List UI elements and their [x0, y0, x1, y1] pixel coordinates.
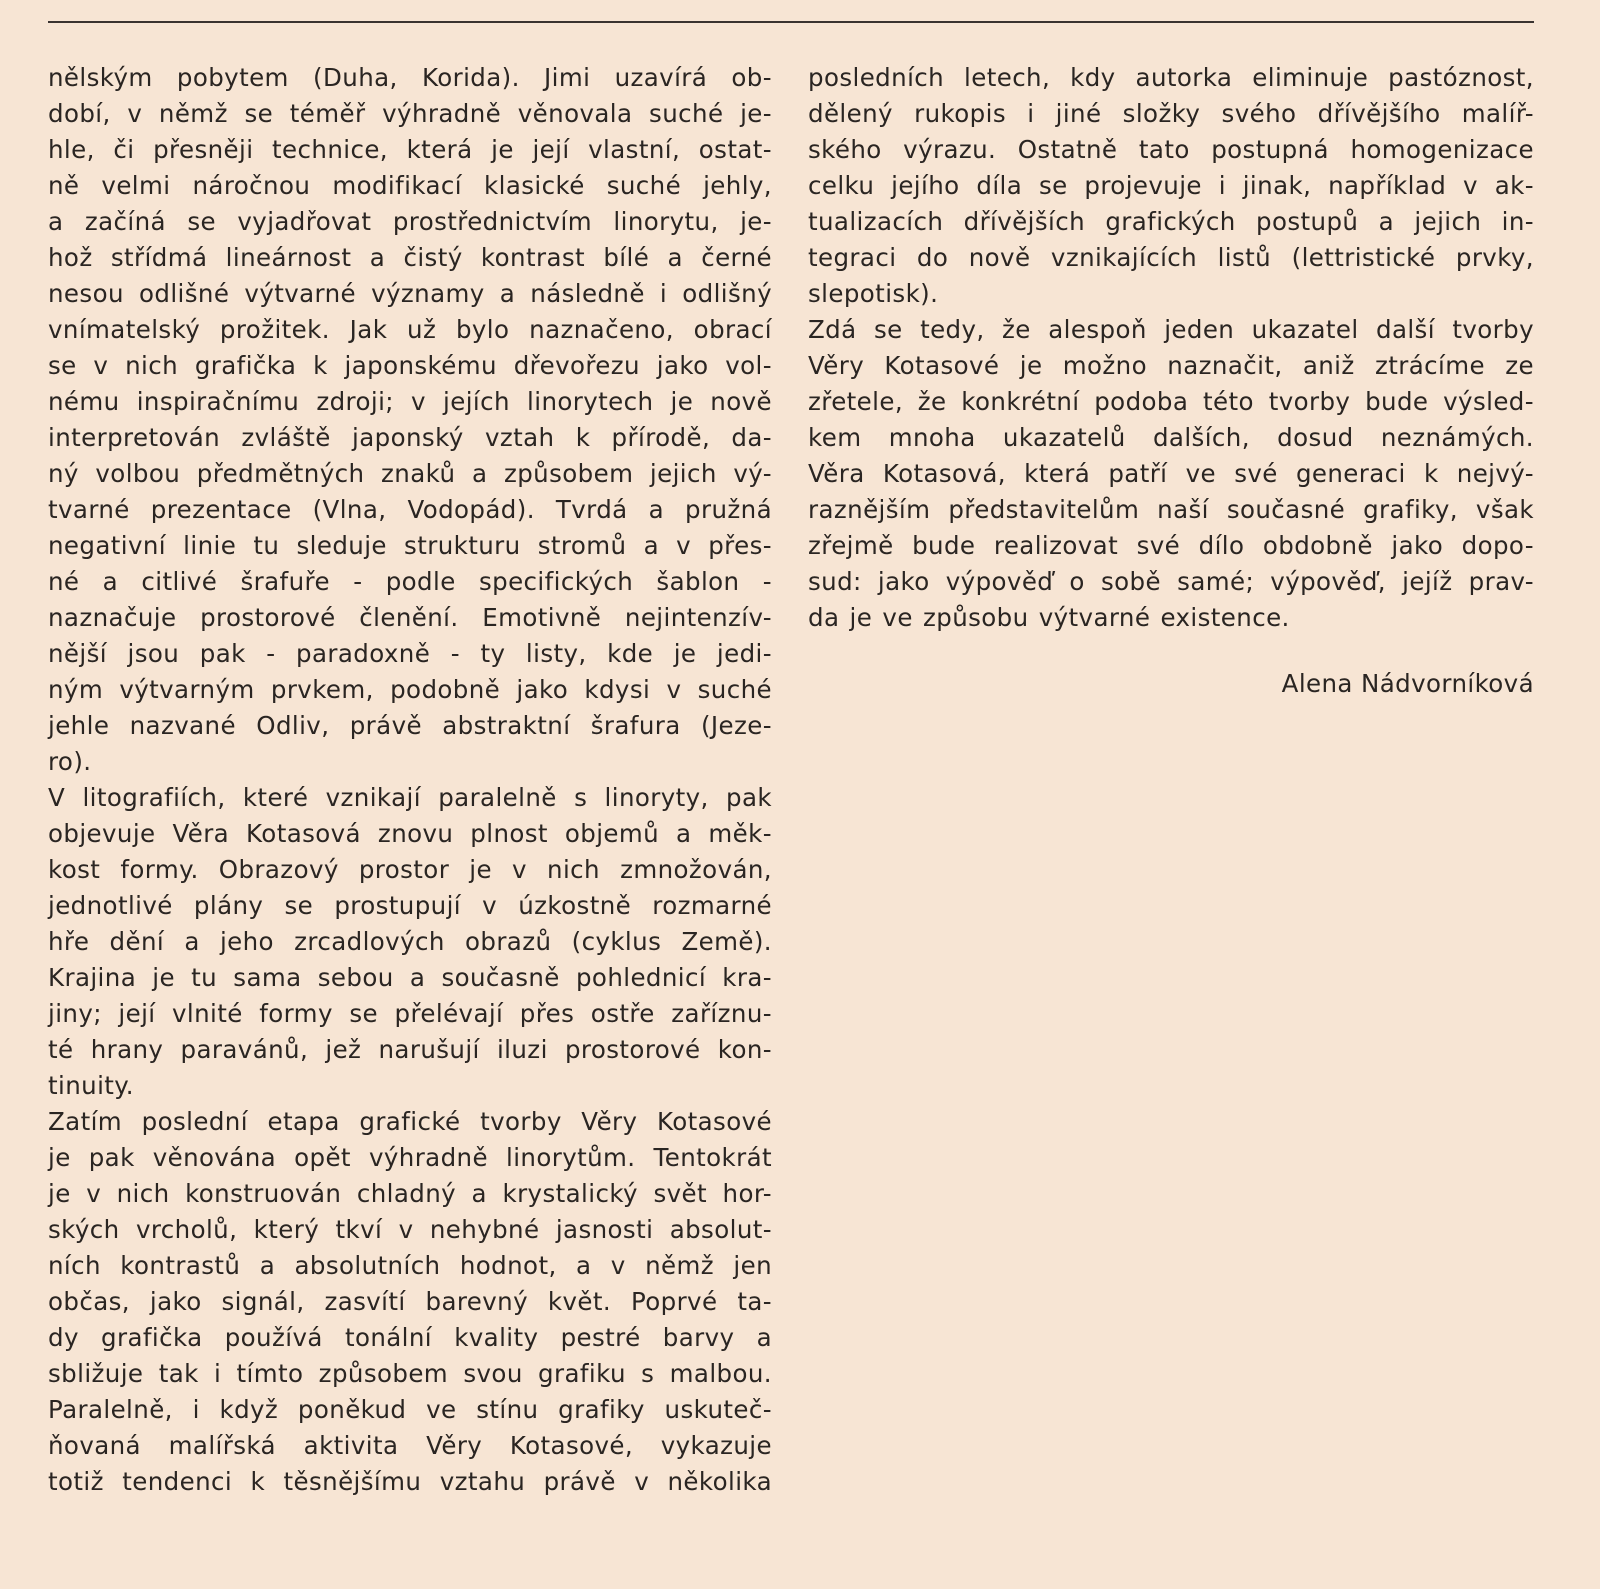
text-line: hle, či přesněji technice, která je její vlastní, ostat-: [48, 135, 772, 164]
text-line: vnímatelský prožitek. Jak už bylo naznačeno, obrací: [48, 315, 772, 344]
text-line: celku jejího díla se projevuje i jinak, například v ak-: [808, 171, 1534, 200]
text-line: je v nich konstruován chladný a krystalický svět hor-: [48, 1179, 772, 1208]
text-line: tvarné prezentace (Vlna, Vodopád). Tvrdá a pružná: [48, 495, 772, 524]
text-line: jiny; její vlnité formy se přelévají přes ostře zaříznu-: [48, 999, 772, 1028]
text-line: dy grafička používá tonální kvality pestré barvy a: [48, 1323, 772, 1352]
text-line: objevuje Věra Kotasová znovu plnost objemů a měk-: [48, 819, 772, 848]
text-line: ným výtvarným prvkem, podobně jako kdysi v suché: [48, 675, 772, 704]
top-rule: [48, 21, 1534, 23]
text-line: Krajina je tu sama sebou a současně pohlednicí kra-: [48, 963, 772, 992]
text-line: ňovaná malířská aktivita Věry Kotasové, vykazuje: [48, 1431, 772, 1460]
text-line: se v nich grafička k japonskému dřevořezu jako vol-: [48, 351, 772, 380]
text-line: Věry Kotasové je možno naznačit, aniž ztrácíme ze: [808, 351, 1534, 380]
text-line: nělským pobytem (Duha, Korida). Jimi uzavírá ob-: [48, 63, 772, 92]
text-line: nější jsou pak - paradoxně - ty listy, kde je jedi-: [48, 639, 772, 668]
text-line: nému inspiračnímu zdroji; v jejích linorytech je nově: [48, 387, 772, 416]
text-line: ně velmi náročnou modifikací klasické suché jehly,: [48, 171, 772, 200]
text-line: ského výrazu. Ostatně tato postupná homogenizace: [808, 135, 1534, 164]
text-line: negativní linie tu sleduje strukturu stromů a v přes-: [48, 531, 772, 560]
text-line: nesou odlišné výtvarné významy a následně i odlišný: [48, 279, 772, 308]
text-line: da je ve způsobu výtvarné existence.: [808, 603, 1290, 632]
text-line: totiž tendenci k těsnějšímu vztahu právě v několika: [48, 1467, 772, 1496]
text-line: Zdá se tedy, že alespoň jeden ukazatel další tvorby: [808, 315, 1534, 344]
text-line: Zatím poslední etapa grafické tvorby Věry Kotasové: [48, 1107, 772, 1136]
text-line: jednotlivé plány se prostupují v úzkostně rozmarné: [48, 891, 772, 920]
text-line: V litografiích, které vznikají paralelně s linoryty, pak: [48, 783, 772, 812]
text-line: hře dění a jeho zrcadlových obrazů (cyklus Země).: [48, 927, 772, 956]
text-line: ských vrcholů, který tkví v nehybné jasnosti absolut-: [48, 1215, 772, 1244]
text-line: ních kontrastů a absolutních hodnot, a v němž jen: [48, 1251, 772, 1280]
text-line: jehle nazvané Odliv, právě abstraktní šrafura (Jeze-: [48, 711, 772, 740]
text-line: dobí, v němž se téměř výhradně věnovala suché je-: [48, 99, 772, 128]
left-column: [48, 60, 772, 1500]
text-line: zřetele, že konkrétní podoba této tvorby bude výsled-: [808, 387, 1534, 416]
text-line: je pak věnována opět výhradně linorytům. Tentokrát: [48, 1143, 772, 1172]
text-line: raznějším představitelům naší současné grafiky, však: [808, 495, 1534, 524]
text-line: té hrany paravánů, jež narušují iluzi prostorové kon-: [48, 1035, 772, 1064]
right-column: [808, 60, 1534, 636]
text-line: občas, jako signál, zasvítí barevný květ. Poprvé ta-: [48, 1287, 772, 1316]
text-line: slepotisk).: [808, 279, 939, 308]
text-line: tinuity.: [48, 1071, 134, 1100]
text-line: ro).: [48, 747, 92, 776]
text-line: naznačuje prostorové členění. Emotivně nejintenzív-: [48, 603, 772, 632]
text-line: Věra Kotasová, která patří ve své generaci k nejvý-: [808, 459, 1534, 488]
text-line: né a citlivé šrafuře - podle specifických šablon -: [48, 567, 772, 596]
author-signature: Alena Nádvorníková: [1281, 669, 1534, 698]
text-line: Paralelně, i když poněkud ve stínu grafiky uskuteč-: [48, 1395, 772, 1424]
text-line: zřejmě bude realizovat své dílo obdobně jako dopo-: [808, 531, 1534, 560]
text-line: a začíná se vyjadřovat prostřednictvím linorytu, je-: [48, 207, 772, 236]
text-line: tegraci do nově vznikajících listů (lettristické prvky,: [808, 243, 1534, 272]
text-line: sud: jako výpověď o sobě samé; výpověď, jejíž prav-: [808, 567, 1534, 596]
text-line: ný volbou předmětných znaků a způsobem jejich vý-: [48, 459, 772, 488]
text-line: kost formy. Obrazový prostor je v nich zmnožován,: [48, 855, 772, 884]
text-line: sbližuje tak i tímto způsobem svou grafiku s malbou.: [48, 1359, 772, 1388]
text-line: hož střídmá lineárnost a čistý kontrast bílé a černé: [48, 243, 772, 272]
text-line: dělený rukopis i jiné složky svého dřívějšího malíř-: [808, 99, 1534, 128]
text-line: interpretován zvláště japonský vztah k přírodě, da-: [48, 423, 772, 452]
text-line: posledních letech, kdy autorka eliminuje pastóznost,: [808, 63, 1534, 92]
text-line: tualizacích dřívějších grafických postupů a jejich in-: [808, 207, 1534, 236]
text-line: kem mnoha ukazatelů dalších, dosud neznámých.: [808, 423, 1534, 452]
